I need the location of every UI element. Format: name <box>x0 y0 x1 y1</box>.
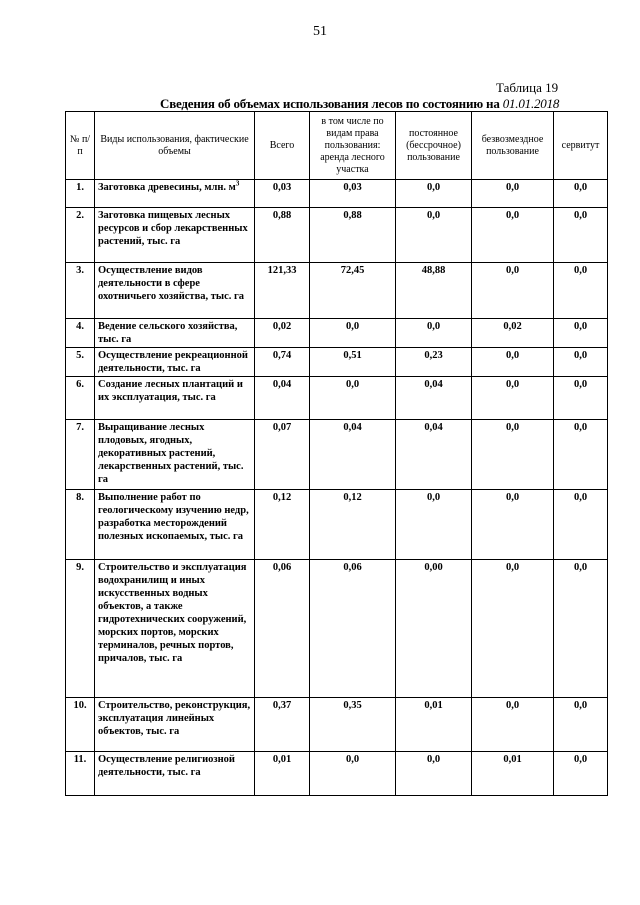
header-servitude: сервитут <box>554 112 608 180</box>
cell-lease <box>310 377 396 420</box>
permanent-text: 0,0 <box>426 492 441 503</box>
permanent-text: 0,04 <box>424 379 443 390</box>
lease-text: 0,06 <box>343 562 362 573</box>
kind-text: Выполнение работ по геологическому изучению недр, разработка месторождений полезных ископаемых, тыс. га <box>98 492 249 542</box>
cell-free <box>472 208 554 263</box>
free-text: 0,0 <box>505 562 520 573</box>
free-text: 0,0 <box>505 379 520 390</box>
num-text: 10. <box>73 700 87 711</box>
cell-permanent <box>396 263 472 319</box>
cell-permanent <box>396 420 472 490</box>
lease-text: 0,04 <box>343 422 362 433</box>
cell-kind <box>95 698 255 752</box>
kind-text: Осуществление рекреационной деятельности, тыс. га <box>98 350 248 374</box>
cell-free <box>472 180 554 208</box>
kind-text: Заготовка пищевых лесных ресурсов и сбор лекарственных растений, тыс. га <box>98 210 248 247</box>
total-text: 0,03 <box>272 182 292 193</box>
free-text: 0,0 <box>505 422 520 433</box>
cell-servitude <box>554 560 608 698</box>
header-kind: Виды использования, фактические объемы <box>95 112 255 180</box>
cell-num <box>66 490 95 560</box>
cell-num <box>66 698 95 752</box>
cell-lease <box>310 490 396 560</box>
cell-total <box>255 180 310 208</box>
lease-text: 0,03 <box>343 182 362 193</box>
cell-total <box>255 698 310 752</box>
permanent-text: 0,23 <box>424 350 443 361</box>
cell-lease <box>310 208 396 263</box>
cell-servitude <box>554 377 608 420</box>
cell-num <box>66 208 95 263</box>
table-row <box>66 208 608 263</box>
cell-lease <box>310 560 396 698</box>
table-row <box>66 377 608 420</box>
cell-free <box>472 348 554 377</box>
cell-servitude <box>554 752 608 796</box>
total-text: 121,33 <box>267 265 297 276</box>
servitude-text: 0,0 <box>573 492 588 503</box>
servitude-text: 0,0 <box>573 700 588 711</box>
superscript: 3 <box>235 179 240 188</box>
table-title-date: 01.01.2018 <box>502 96 560 111</box>
cell-total <box>255 560 310 698</box>
total-text: 0,07 <box>272 422 292 433</box>
total-text: 0,88 <box>272 210 292 221</box>
cell-permanent <box>396 490 472 560</box>
cell-permanent <box>396 560 472 698</box>
cell-lease <box>310 752 396 796</box>
table-row <box>66 420 608 490</box>
cell-permanent <box>396 348 472 377</box>
cell-free <box>472 263 554 319</box>
cell-kind <box>95 752 255 796</box>
servitude-text: 0,0 <box>573 182 588 193</box>
lease-text: 0,51 <box>343 350 362 361</box>
header-total: Всего <box>255 112 310 180</box>
cell-servitude <box>554 490 608 560</box>
num-text: 4. <box>76 321 84 332</box>
free-text: 0,0 <box>505 700 520 711</box>
free-text: 0,0 <box>505 182 520 193</box>
num-text: 7. <box>76 422 84 433</box>
servitude-text: 0,0 <box>573 754 588 765</box>
num-text: 8. <box>76 492 84 503</box>
cell-lease <box>310 180 396 208</box>
cell-kind <box>95 490 255 560</box>
cell-lease <box>310 263 396 319</box>
table-row <box>66 560 608 698</box>
table-body <box>66 180 608 796</box>
servitude-text: 0,0 <box>573 321 588 332</box>
cell-num <box>66 263 95 319</box>
cell-num <box>66 377 95 420</box>
free-text: 0,02 <box>503 321 522 332</box>
servitude-text: 0,0 <box>573 350 588 361</box>
lease-text: 0,88 <box>343 210 362 221</box>
cell-servitude <box>554 263 608 319</box>
cell-kind <box>95 560 255 698</box>
permanent-text: 0,0 <box>426 321 441 332</box>
permanent-text: 0,04 <box>424 422 443 433</box>
table-label: Таблица 19 <box>496 80 559 95</box>
cell-num <box>66 348 95 377</box>
permanent-text: 0,01 <box>424 700 443 711</box>
cell-total <box>255 752 310 796</box>
cell-permanent <box>396 319 472 348</box>
kind-text: Создание лесных плантаций и их эксплуатация, тыс. га <box>98 379 243 403</box>
table-row <box>66 319 608 348</box>
cell-lease <box>310 420 396 490</box>
permanent-text: 0,00 <box>424 562 443 573</box>
cell-lease <box>310 348 396 377</box>
kind-text: Заготовка древесины, млн. м <box>98 182 236 193</box>
permanent-text: 0,0 <box>426 754 441 765</box>
cell-total <box>255 348 310 377</box>
free-text: 0,0 <box>505 492 520 503</box>
free-text: 0,01 <box>503 754 522 765</box>
num-text: 3. <box>76 265 84 276</box>
header-free: безвозмездное пользование <box>472 112 554 180</box>
cell-kind <box>95 208 255 263</box>
table-row <box>66 180 608 208</box>
num-text: 1. <box>76 182 84 193</box>
cell-free <box>472 752 554 796</box>
kind-text: Выращивание лесных плодовых, ягодных, декоративных растений, лекарственных растений, тыс. га <box>98 422 244 485</box>
cell-servitude <box>554 698 608 752</box>
free-text: 0,0 <box>505 350 520 361</box>
lease-text: 0,12 <box>343 492 362 503</box>
cell-kind <box>95 420 255 490</box>
servitude-text: 0,0 <box>573 265 588 276</box>
total-text: 0,04 <box>272 379 292 390</box>
cell-servitude <box>554 420 608 490</box>
lease-text: 0,0 <box>345 754 360 765</box>
table-row <box>66 348 608 377</box>
free-text: 0,0 <box>505 210 520 221</box>
kind-text: Осуществление религиозной деятельности, тыс. га <box>98 754 235 778</box>
cell-kind <box>95 377 255 420</box>
servitude-text: 0,0 <box>573 210 588 221</box>
table-row <box>66 263 608 319</box>
lease-text: 0,0 <box>345 321 360 332</box>
cell-servitude <box>554 208 608 263</box>
cell-num <box>66 180 95 208</box>
kind-text: Строительство, реконструкция, эксплуатация линейных объектов, тыс. га <box>98 700 251 737</box>
lease-text: 72,45 <box>340 265 365 276</box>
total-text: 0,02 <box>272 321 292 332</box>
kind-text: Осуществление видов деятельности в сфере охотничьего хозяйства, тыс. га <box>98 265 245 302</box>
header-lease: в том числе по видам права пользования: аренда лесного участка <box>310 112 396 180</box>
cell-total <box>255 263 310 319</box>
header-permanent: постоянное (бессрочное) пользование <box>396 112 472 180</box>
cell-num <box>66 752 95 796</box>
cell-servitude <box>554 348 608 377</box>
cell-free <box>472 560 554 698</box>
cell-free <box>472 319 554 348</box>
cell-kind <box>95 348 255 377</box>
cell-num <box>66 560 95 698</box>
cell-num <box>66 319 95 348</box>
cell-permanent <box>396 377 472 420</box>
num-text: 11. <box>73 754 87 765</box>
table-row <box>66 698 608 752</box>
total-text: 0,12 <box>272 492 292 503</box>
free-text: 0,0 <box>505 265 520 276</box>
total-text: 0,01 <box>272 754 292 765</box>
servitude-text: 0,0 <box>573 562 588 573</box>
lease-text: 0,35 <box>343 700 362 711</box>
total-text: 0,74 <box>272 350 292 361</box>
cell-total <box>255 319 310 348</box>
permanent-text: 48,88 <box>421 265 446 276</box>
cell-lease <box>310 698 396 752</box>
cell-servitude <box>554 180 608 208</box>
table-title <box>160 96 559 112</box>
total-text: 0,06 <box>272 562 292 573</box>
kind-text: Строительство и эксплуатация водохранилищ и иных искусственных водных объектов, а также гидротехнических сооружений, морских портов, морских терминалов, речных портов, причалов, тыс. га <box>98 562 247 664</box>
cell-total <box>255 490 310 560</box>
cell-total <box>255 377 310 420</box>
table-row <box>66 490 608 560</box>
cell-free <box>472 698 554 752</box>
cell-lease <box>310 319 396 348</box>
cell-free <box>472 420 554 490</box>
cell-permanent <box>396 752 472 796</box>
servitude-text: 0,0 <box>573 379 588 390</box>
cell-kind <box>95 319 255 348</box>
cell-free <box>472 490 554 560</box>
cell-num <box>66 420 95 490</box>
kind-text: Ведение сельского хозяйства, тыс. га <box>98 321 238 345</box>
forest-usage-table <box>65 111 608 796</box>
permanent-text: 0,0 <box>426 182 441 193</box>
table-title-text: Сведения об объемах использования лесов по состоянию на <box>160 96 500 111</box>
num-text: 5. <box>76 350 84 361</box>
cell-permanent <box>396 698 472 752</box>
table-row <box>66 752 608 796</box>
servitude-text: 0,0 <box>573 422 588 433</box>
table-header-row <box>66 112 608 180</box>
lease-text: 0,0 <box>345 379 360 390</box>
cell-kind <box>95 180 255 208</box>
cell-total <box>255 420 310 490</box>
cell-permanent <box>396 208 472 263</box>
page-number: 51 <box>313 24 327 39</box>
cell-free <box>472 377 554 420</box>
cell-servitude <box>554 319 608 348</box>
cell-permanent <box>396 180 472 208</box>
num-text: 2. <box>76 210 84 221</box>
permanent-text: 0,0 <box>426 210 441 221</box>
num-text: 6. <box>76 379 84 390</box>
cell-total <box>255 208 310 263</box>
header-num: № п/п <box>66 112 95 180</box>
cell-kind <box>95 263 255 319</box>
num-text: 9. <box>76 562 84 573</box>
total-text: 0,37 <box>272 700 292 711</box>
